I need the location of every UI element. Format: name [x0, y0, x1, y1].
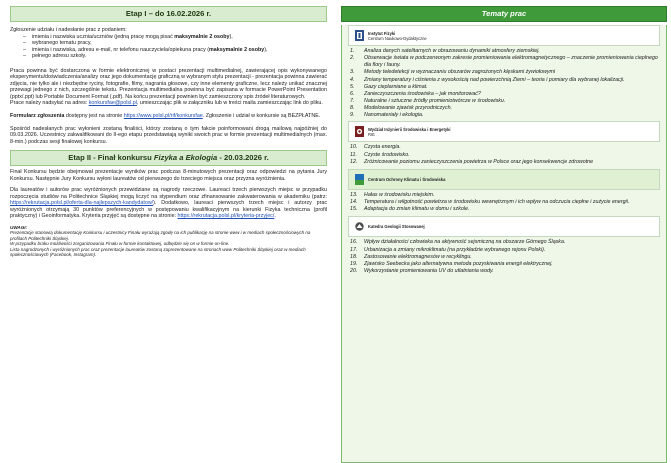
topic-item: 15. Adaptacja do zmian klimatu w domu i szkole.	[350, 206, 470, 213]
topic-item: 6. Zanieczyszczenia środowiska – jak monitorować?	[350, 90, 481, 97]
stage2-para2: Dla laureatów i autorów prac wyróżnionych przewidziane są nagrody rzeczowe. Laureaci trzech pierwszych miejsc w przypadku rozpoczęcia studiów na Politechnice Śląskiej mogą liczyć na stypendium oraz zfinansowanie zakwaterowania w akademiku (patrz: https://rekrutacja.polsl.pl/oferta-dla-najlepszych-kandydatow/). Dodatkowo, laureaci pierwszych trzech miejsc i autorzy prac wyróżnionych otrzymają 30 punktów preferencyjnych w postępowaniu kwalifikacyjnym na kierunki Fizyka techniczna (profil praktyczny) i Geoinformatyka. Kryteria przyjęć są dostępne na stronie: https://rekrutacja.polsl.pl/kryteria-przyjec/.	[10, 187, 327, 220]
topics-list-environment	[342, 144, 666, 165]
institute-name: Instytut Fizyki Centrum Naukowo-Dydaktyczne	[368, 30, 427, 41]
climate-emblem-icon	[355, 174, 364, 185]
requirement-item: – imienia i nazwiska, adresu e-mail, nr telefonu nauczyciela/opiekuna pracy (maksymalnie 2 osoby),	[32, 47, 327, 54]
topic-item: 17. Urbanizacja a zmiany mikroklimatu (na przykładzie wybranego rejonu Polski).	[350, 246, 546, 253]
note-item: W przypadku braku możliwości zorganizowania Finału w formie kontaktowej, odbędzie się on w formie on-line.	[10, 241, 230, 247]
institute-name: Centrum Ochrony Klimatu i Środowiska	[368, 176, 446, 182]
institute-name: Katedra Geologii Stosowanej	[368, 224, 425, 230]
requirement-item: – pełnego adresu szkoły.	[32, 53, 327, 60]
email-link[interactable]: konkursfae@polsl.pl	[88, 100, 137, 107]
topic-item: 16. Wpływ działalności człowieka na aktywność sejsmiczną na obszarze Górnego Śląska.	[350, 239, 566, 246]
stage1-para2: Prace należy nadsyłać na adres: konkursfae@polsl.pl, umieszczając plik w załączniku lub w treści maila zamieszczając link do pliku.	[10, 100, 323, 107]
left-column	[4, 6, 333, 458]
right-column	[341, 6, 667, 458]
topic-item: 18. Zastosowanie elektromagnesów w recyklingu.	[350, 253, 472, 260]
institute-physics-logo	[348, 25, 660, 46]
institute-emblem-icon	[355, 30, 364, 41]
stage1-para1: Praca powinna być dostarczona w formie elektronicznej w postaci prezentacji multimedialnej, zawierającej opis wykonywanego eksperymentu/doświadczenia/analizy oraz jego dokumentację graficzną w wybranym stylu prezentacji - prezentacja powinna zawierać zdjęcia, nie tylko ale i niezbędne ryciny, fotografie, filmy, nagrania głosowe, czy inne elementy graficzne, lecz należy unikać znacznej przewagi jednego z nich, szczególnie tekstu. Prezentacja multimedialna powinna być zapisana w formacie PowerPoint Presentation (pptx/.ppt) lub Portable Document Format (.pdf). Na końcu prezentacji powinien być zamieszczony spis źródeł literaturowych.	[10, 67, 327, 100]
stage2-body	[4, 166, 333, 257]
topic-item: 13. Hałas w środowisku miejskim.	[350, 191, 435, 198]
requirement-item: – wybranego tematu pracy,	[32, 40, 327, 47]
topic-item: 8. Modelowanie zjawisk przyrodniczych.	[350, 105, 453, 112]
topic-item: 2. Obserwacje świata w podczerwonym zakresie promieniowania elektromagnetycznego – znaczenie promieniowania cieplnego dla flory i fauny.	[350, 55, 658, 69]
institute-name: Wydział Inżynierii Środowiska i Energetyki RIE	[368, 126, 451, 137]
note-item: Prezentacje stanowią dokumentację Konkursu i uczestnicy Finału wyrażają zgodę na ich publikację na stronie www i w mediach społecznościowych na profilach Politechniki Śląskiej.	[10, 230, 311, 241]
topic-item: 5. Gazy cieplarniane a klimat.	[350, 83, 428, 90]
faculty-emblem-icon	[355, 126, 364, 137]
topic-item: 1. Analiza danych satelitarnych w obrazowaniu dynamiki atmosfery ziemskiej.	[350, 48, 540, 54]
topics-list-climate	[342, 192, 666, 213]
topic-item: 11. Czyste środowisko.	[350, 151, 410, 158]
topic-item: 12. Zróżnicowanie poziomu zanieczyszczenia powietrza w Polsce oraz jego konsekwencje zdrowotne	[350, 158, 594, 165]
topic-item: 7. Naturalne i sztuczne źródły promieniotwórcze w środowisku.	[350, 98, 506, 105]
stage1-para3: Spośród nadesłanych prac wyłonieni zostaną finaliści, którzy zostaną o tym fakcie poinformowani drogą mailową najpóźniej do 09.03.2026. Uczestnicy zakwalifikowani do II-ego etapu przedstawiają wyniki swoich prac w formie prezentacji multimedialnych (max. 8-min.) podczas sesji finałowej konkursu.	[10, 125, 327, 145]
stage2-header: Etap II - Finał konkursu Fizyka a Ekologia - 20.03.2026 r.	[10, 150, 327, 166]
stage1-intro: Zgłoszenie udziału i nadesłanie prac z podaniem:	[10, 27, 127, 33]
form-link[interactable]: https://www.polsl.pl/rif/konkursfae	[123, 113, 203, 120]
institute-geology-logo	[348, 216, 660, 237]
topics-list-physics	[342, 48, 666, 118]
topics-header: Tematy prac	[341, 6, 667, 22]
topics-panel	[341, 25, 667, 463]
requirement-item: – imienia i nazwiska ucznia/uczniów (jedną pracę mogą pisać maksymalnie 2 osoby),	[32, 34, 327, 41]
topic-item: 4. Zmiany temperatury i ciśnienia z wysokością nad powierzchnią Ziemi – teoria i pomiary dla wybranej lokalizacji.	[350, 76, 625, 83]
geology-emblem-icon	[355, 221, 364, 232]
topic-item: 20. Wykorzystanie promieniowania UV do utlatniania wody.	[350, 267, 494, 274]
topics-list-geology	[342, 239, 666, 275]
stage1-form: Formularz zgłoszenia dostępny jest na stronie https://www.polsl.pl/rif/konkursfae. Zgłoszenie i udział w konkursie są BEZPŁATNE.	[10, 113, 321, 120]
notes-heading: UWAGI:	[10, 225, 28, 231]
topic-item: 9. Nanomateriały i ekologia.	[350, 112, 424, 119]
stage1-header: Etap I – do 16.02.2026 r.	[10, 6, 327, 22]
requirements-list	[10, 34, 327, 60]
institute-environment-logo	[348, 121, 660, 142]
topic-item: 14. Temperatura i wilgotność powietrza w środowisku wewnętrznym i ich wpływ na odczucia ciepłne i zużycie energii.	[350, 199, 630, 206]
note-item: Lista nagrodzonych i wyróżnionych prac oraz prezentacje laureatów zostaną zaprezentowane na stronach www Politechniki Śląskiej oraz w mediach społecznościowych (Facebook, Instagram).	[10, 246, 306, 258]
stage1-body	[4, 22, 333, 145]
stage2-para1: Finał Konkursu będzie obejmował prezentacje wyników prac podczas 8-minutowych prezentacji oraz odpowiedzi na pytania Jury Konkursu. Następnie Jury Konkursu wyłoni laureatów od pierwszego do trzeciego miejsca oraz przyzna wyróżnienia.	[10, 169, 327, 182]
institute-climate-logo	[348, 169, 660, 190]
scholarship-link[interactable]: https://rekrutacja.polsl.pl/oferta-dla-najlepszych-kandydatow/	[10, 200, 154, 207]
topic-item: 19. Zjawisko Seebecka jako alternatywna metoda pozyskiwania energii elektrycznej.	[350, 260, 553, 267]
topic-item: 3. Metody teledetekcji w wyznaczaniu obszarów zagrożonych klęskami żywiołowymi	[350, 69, 556, 76]
criteria-link[interactable]: https://rekrutacja.polsl.pl/kryteria-przyjec/	[177, 213, 275, 220]
topic-item: 10. Czysta energia.	[350, 144, 401, 151]
